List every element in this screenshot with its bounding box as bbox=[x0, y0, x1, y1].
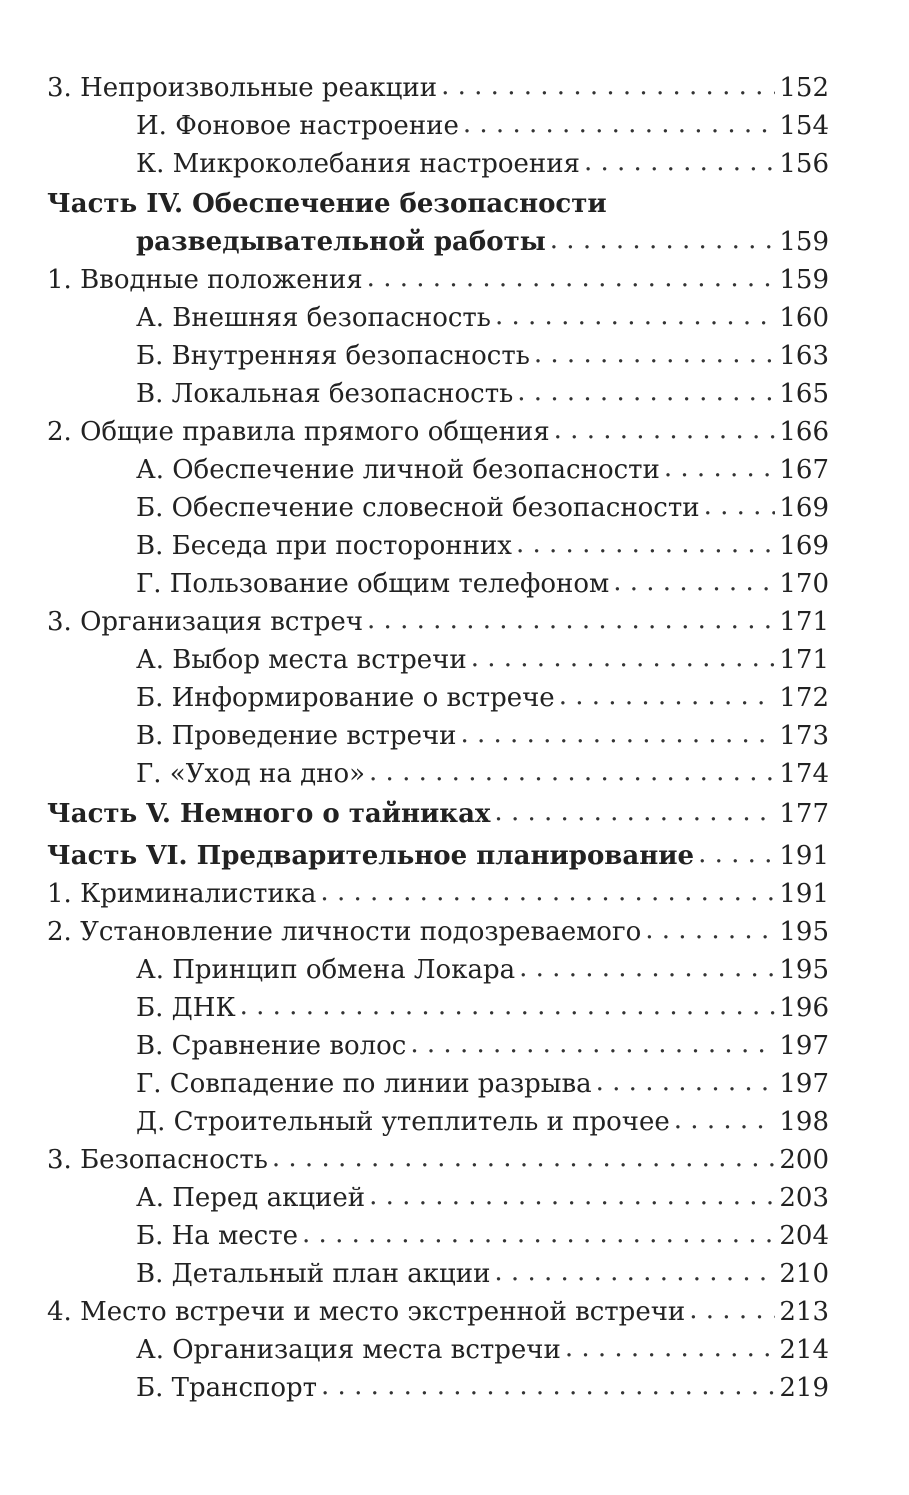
toc-entry-page: 200 bbox=[779, 1145, 829, 1175]
toc-entry bbox=[0, 718, 829, 754]
dot-leader bbox=[302, 1216, 775, 1252]
toc-entry bbox=[0, 1180, 829, 1216]
toc-entry bbox=[0, 990, 829, 1026]
toc-entry-title: Б. Информирование о встрече bbox=[136, 683, 555, 713]
dot-leader bbox=[471, 640, 776, 676]
toc-entry-title: 1. Криминалистика bbox=[47, 879, 317, 909]
toc-entry-page: 166 bbox=[779, 417, 829, 447]
toc-entry-page: 203 bbox=[779, 1183, 829, 1213]
toc-entry-page: 214 bbox=[779, 1335, 829, 1365]
toc-entry-title: А. Выбор места встречи bbox=[136, 645, 467, 675]
toc-entry-title: А. Обеспечение личной безопасности bbox=[136, 455, 660, 485]
toc-entry bbox=[0, 642, 829, 678]
toc-entry bbox=[0, 186, 829, 222]
dot-leader bbox=[664, 450, 775, 486]
dot-leader bbox=[689, 1292, 775, 1328]
toc-entry-title: В. Детальный план акции bbox=[136, 1259, 491, 1289]
dot-leader bbox=[494, 794, 775, 830]
toc-entry-page: 171 bbox=[779, 607, 829, 637]
toc-entry-title: Г. «Уход на дно» bbox=[136, 759, 366, 789]
toc-entry-page: 172 bbox=[779, 683, 829, 713]
toc-entry-title: 3. Непроизвольные реакции bbox=[47, 73, 438, 103]
toc-entry-page: 219 bbox=[779, 1373, 829, 1403]
toc-entry-page: 177 bbox=[779, 799, 829, 829]
toc-entry-title: разведывательной работы bbox=[136, 227, 546, 257]
toc-entry-page: 169 bbox=[779, 531, 829, 561]
toc-entry bbox=[0, 528, 829, 564]
toc-entry-page: 163 bbox=[779, 341, 829, 371]
toc-entry bbox=[0, 1028, 829, 1064]
toc-entry bbox=[0, 376, 829, 412]
dot-leader bbox=[272, 1140, 775, 1176]
dot-leader bbox=[596, 1064, 776, 1100]
dot-leader bbox=[369, 754, 775, 790]
toc-entry bbox=[0, 1332, 829, 1368]
dot-leader bbox=[519, 950, 775, 986]
dot-leader bbox=[320, 874, 775, 910]
toc-entry-title: Г. Пользование общим телефоном bbox=[136, 569, 610, 599]
toc-entry-page: 204 bbox=[779, 1221, 829, 1251]
toc-entry-title: К. Микроколебания настроения bbox=[136, 149, 580, 179]
toc-entry bbox=[0, 1218, 829, 1254]
toc-entry-title: Б. Транспорт bbox=[136, 1373, 318, 1403]
toc-entry bbox=[0, 838, 829, 874]
dot-leader bbox=[240, 988, 776, 1024]
toc-entry-title: А. Внешняя безопасность bbox=[136, 303, 491, 333]
toc-entry bbox=[0, 300, 829, 336]
toc-entry-title: В. Локальная безопасность bbox=[136, 379, 514, 409]
toc-entry bbox=[0, 1104, 829, 1140]
toc-entry bbox=[0, 338, 829, 374]
toc-entry bbox=[0, 604, 829, 640]
toc-entry-title: 4. Место встречи и место экстренной встречи bbox=[47, 1297, 686, 1327]
toc-entry-page: 198 bbox=[779, 1107, 829, 1137]
toc-entry-title: А. Принцип обмена Локара bbox=[136, 955, 516, 985]
dot-leader bbox=[698, 836, 775, 872]
toc-entry-page: 156 bbox=[779, 149, 829, 179]
toc-entry-title: Б. Обеспечение словесной безопасности bbox=[136, 493, 700, 523]
toc-entry-page: 165 bbox=[779, 379, 829, 409]
toc-entry bbox=[0, 146, 829, 182]
toc-entry bbox=[0, 952, 829, 988]
toc-entry-title: Часть VI. Предварительное планирование bbox=[47, 841, 695, 871]
dot-leader bbox=[321, 1368, 775, 1404]
toc-entry-title: А. Перед акцией bbox=[136, 1183, 366, 1213]
dot-leader bbox=[613, 564, 775, 600]
toc-entry-page: 191 bbox=[779, 879, 829, 909]
toc-entry bbox=[0, 490, 829, 526]
toc-entry-title: 1. Вводные положения bbox=[47, 265, 363, 295]
toc-entry bbox=[0, 414, 829, 450]
toc-entry-page: 210 bbox=[779, 1259, 829, 1289]
dot-leader bbox=[704, 488, 776, 524]
toc-entry-page: 159 bbox=[779, 265, 829, 295]
toc-entry bbox=[0, 1066, 829, 1102]
toc-entry bbox=[0, 1142, 829, 1178]
dot-leader bbox=[410, 1026, 775, 1062]
toc-entry bbox=[0, 452, 829, 488]
dot-leader bbox=[367, 260, 776, 296]
toc-entry-page: 152 bbox=[779, 73, 829, 103]
toc-entry-title: Б. На месте bbox=[136, 1221, 299, 1251]
toc-entry-title: 3. Безопасность bbox=[47, 1145, 268, 1175]
toc-entry-page: 169 bbox=[779, 493, 829, 523]
dot-leader bbox=[534, 336, 776, 372]
toc-entry-page: 173 bbox=[779, 721, 829, 751]
toc-entry-page: 174 bbox=[779, 759, 829, 789]
dot-leader bbox=[516, 526, 775, 562]
toc-entry bbox=[0, 1294, 829, 1330]
toc-entry-page: 160 bbox=[779, 303, 829, 333]
toc-entry-title: Б. Внутренняя безопасность bbox=[136, 341, 530, 371]
toc-entry-page: 171 bbox=[779, 645, 829, 675]
toc-entry-page: 170 bbox=[779, 569, 829, 599]
toc-entry-title: 2. Общие правила прямого общения bbox=[47, 417, 550, 447]
dot-leader bbox=[517, 374, 775, 410]
toc-entry bbox=[0, 224, 829, 260]
toc-entry-page: 167 bbox=[779, 455, 829, 485]
toc-entry-title: Д. Строительный утеплитель и прочее bbox=[136, 1107, 670, 1137]
toc-entry-page: 213 bbox=[779, 1297, 829, 1327]
toc-entry-page: 191 bbox=[779, 841, 829, 871]
dot-leader bbox=[369, 1178, 775, 1214]
toc-entry-page: 197 bbox=[779, 1031, 829, 1061]
toc-entry-page: 196 bbox=[779, 993, 829, 1023]
dot-leader bbox=[584, 144, 775, 180]
toc-entry bbox=[0, 876, 829, 912]
toc-entry-title: Б. ДНК bbox=[136, 993, 236, 1023]
toc-entry-page: 154 bbox=[779, 111, 829, 141]
dot-leader bbox=[463, 106, 775, 142]
toc-entry-title: Часть IV. Обеспечение безопасности bbox=[47, 189, 607, 219]
toc-entry bbox=[0, 1370, 829, 1406]
toc-entry-title: 3. Организация встреч bbox=[47, 607, 364, 637]
toc-entry-page: 197 bbox=[779, 1069, 829, 1099]
dot-leader bbox=[554, 412, 776, 448]
toc-entry-title: 2. Установление личности подозреваемого bbox=[47, 917, 642, 947]
dot-leader bbox=[367, 602, 775, 638]
dot-leader bbox=[495, 298, 775, 334]
toc-entry bbox=[0, 796, 829, 832]
dot-leader bbox=[565, 1330, 776, 1366]
toc-entry-title: Часть V. Немного о тайниках bbox=[47, 799, 491, 829]
dot-leader bbox=[559, 678, 776, 714]
toc-entry-title: А. Организация места встречи bbox=[136, 1335, 561, 1365]
toc-entry-page: 159 bbox=[779, 227, 829, 257]
dot-leader bbox=[674, 1102, 776, 1138]
dot-leader bbox=[460, 716, 775, 752]
toc-entry-title: В. Проведение встречи bbox=[136, 721, 457, 751]
toc-entry bbox=[0, 70, 829, 106]
toc-entry bbox=[0, 680, 829, 716]
dot-leader bbox=[441, 68, 775, 104]
toc-entry-page: 195 bbox=[779, 917, 829, 947]
toc-entry bbox=[0, 756, 829, 792]
toc-entry-title: В. Беседа при посторонних bbox=[136, 531, 512, 561]
dot-leader bbox=[494, 1254, 775, 1290]
toc-entry-title: Г. Совпадение по линии разрыва bbox=[136, 1069, 592, 1099]
toc-entry-title: И. Фоновое настроение bbox=[136, 111, 459, 141]
toc-entry bbox=[0, 1256, 829, 1292]
dot-leader bbox=[550, 222, 776, 258]
toc-entry bbox=[0, 108, 829, 144]
toc-entry bbox=[0, 262, 829, 298]
toc-entry bbox=[0, 566, 829, 602]
dot-leader bbox=[645, 912, 775, 948]
toc-entry-title: В. Сравнение волос bbox=[136, 1031, 407, 1061]
toc-entry-page: 195 bbox=[779, 955, 829, 985]
toc-entry bbox=[0, 914, 829, 950]
